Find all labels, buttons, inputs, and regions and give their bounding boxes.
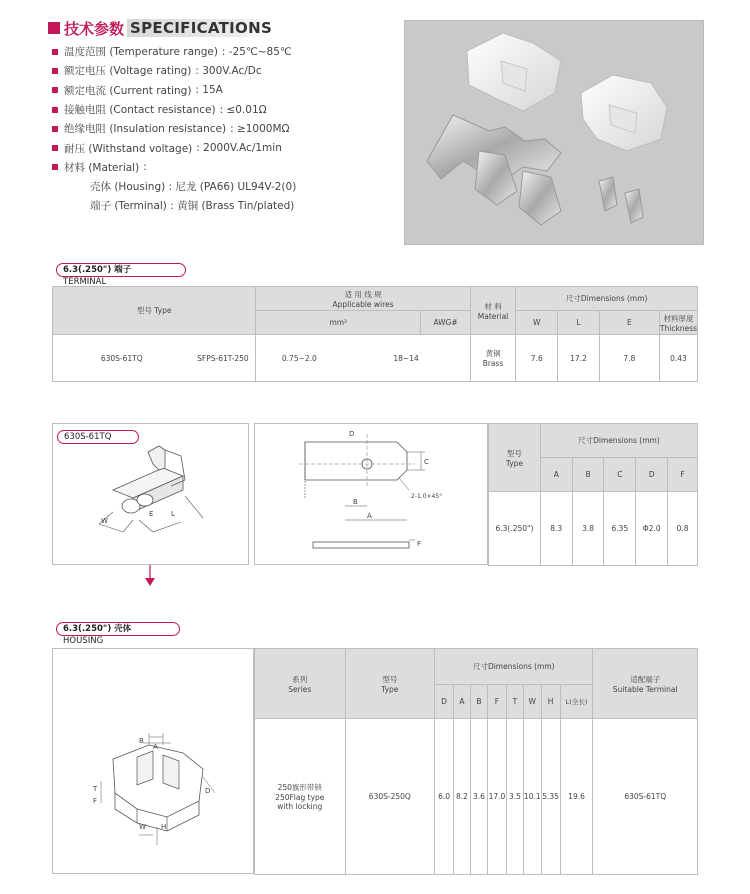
table-row: 630S-61TQ SFPS-61T-250 0.75~2.0 18~14 黄铜 Brass 7.6 17.2 7.8 0.43 xyxy=(53,335,698,382)
dim-label-e: E xyxy=(149,510,154,518)
dim-label-l: L xyxy=(171,510,175,518)
spec-title-en: SPECIFICATIONS xyxy=(127,19,271,37)
col-mm2: mm² xyxy=(256,311,421,335)
tab-drawing-frame xyxy=(254,423,488,565)
bullet-icon xyxy=(52,87,58,93)
col-series: 系列 Series xyxy=(255,649,346,719)
dim-label-h: H xyxy=(161,823,167,831)
terminal-spec-table xyxy=(52,286,698,382)
tab-section-pill: 630S-61TQ xyxy=(57,430,139,444)
tab-dimension-table: 型号 Type 尺寸Dimensions (mm) A B C D F 6.3(.250") 8.3 3.8 6.35 Φ2.0 0.8 xyxy=(488,423,698,566)
spec-material-terminal: 端子 (Terminal) : 黄铜 (Brass Tin/plated) xyxy=(90,200,295,213)
terminal-drawing-frame xyxy=(52,423,249,565)
col-type: 型号 Type xyxy=(53,287,256,335)
col-type: 型号 Type xyxy=(345,649,435,719)
spec-title-cn: 技术参数 xyxy=(64,19,125,38)
dim-label-w: W xyxy=(101,517,108,525)
col-awg: AWG# xyxy=(421,311,470,335)
col-e: E xyxy=(599,311,659,335)
bullet-icon xyxy=(52,107,58,113)
col-type: 型号 Type xyxy=(489,424,541,492)
spec-list xyxy=(52,42,392,215)
bullet-icon xyxy=(52,68,58,74)
dim-label-f: F xyxy=(417,540,422,548)
spec-row-material: 材料 (Material) : xyxy=(52,158,392,177)
table-row: 250旗形带锁 250Flag type with locking 630S-250Q 6.0 8.2 3.6 17.0 3.5 10.1 5.35 19.6 630S-61TQ xyxy=(255,719,698,875)
spec-heading xyxy=(48,18,271,38)
dim-label-w: W xyxy=(139,823,146,831)
housing-spec-table: 系列 Series 型号 Type 尺寸Dimensions (mm) 适配端子 Suitable Terminal D A B F T W H L(全长) 250旗形带锁 250Flag type with locking 630S-250Q 6.0 8.2 3.6 17.0 3.5 10.1 5.35 19.6 630S-61TQ xyxy=(254,648,698,875)
bullet-icon xyxy=(52,145,58,151)
spec-row-voltage: 额定电压 (Voltage rating) : 300V.Ac/Dc xyxy=(52,61,392,80)
bullet-icon xyxy=(52,164,58,170)
col-w: W xyxy=(516,311,558,335)
product-photo xyxy=(404,20,704,245)
housing-dimension-drawing xyxy=(53,649,253,873)
col-l: L xyxy=(558,311,600,335)
dim-label-b: B xyxy=(353,498,358,506)
heading-square-icon xyxy=(48,22,60,34)
table-row: 6.3(.250") 8.3 3.8 6.35 Φ2.0 0.8 xyxy=(489,492,698,566)
dim-label-c: C xyxy=(424,458,429,466)
col-dimensions: 尺寸Dimensions (mm) xyxy=(540,424,697,458)
dim-label-a: A xyxy=(153,743,158,751)
arrow-down-icon xyxy=(145,565,155,587)
terminal-isometric-drawing xyxy=(53,424,248,564)
col-suitable-terminal: 适配端子 Suitable Terminal xyxy=(593,649,698,719)
dim-label-d: D xyxy=(205,787,211,795)
housing-section-pill: 6.3(.250") 壳体 HOUSING xyxy=(56,622,180,636)
housing-drawing-frame xyxy=(52,648,254,874)
dim-label-d: D xyxy=(349,430,355,438)
spec-row-contact-resistance: 接触电阻 (Contact resistance) : ≤0.01Ω xyxy=(52,100,392,119)
col-thickness: 材料厚度 Thickness xyxy=(659,311,697,335)
col-dimensions: 尺寸Dimensions (mm) xyxy=(435,649,593,685)
spec-row-insulation: 绝缘电阻 (Insulation resistance) : ≥1000MΩ xyxy=(52,119,392,138)
spec-row-temperature: 温度范围 (Temperature range) : -25℃~85℃ xyxy=(52,42,392,61)
tab-dimension-drawing xyxy=(255,424,487,564)
spec-material-housing: 壳体 (Housing) : 尼龙 (PA66) UL94V-2(0) xyxy=(90,181,297,194)
dim-label-chamfer: 2-1.0×45° xyxy=(411,493,443,500)
dim-label-f: F xyxy=(93,797,98,805)
col-material: 材 料 Material xyxy=(470,287,516,335)
spec-row-current: 额定电流 (Current rating) : 15A xyxy=(52,81,392,100)
dim-label-a: A xyxy=(367,512,372,520)
col-applicable-wires: 适 用 线 规 Applicable wires xyxy=(256,287,470,311)
terminal-section-pill: 6.3(.250") 端子 TERMINAL xyxy=(56,263,186,277)
col-dimensions: 尺寸Dimensions (mm) xyxy=(516,287,698,311)
bullet-icon xyxy=(52,49,58,55)
bullet-icon xyxy=(52,126,58,132)
spec-row-withstand: 耐压 (Withstand voltage) : 2000V.Ac/1min xyxy=(52,138,392,157)
connector-photo-illustration xyxy=(405,21,704,245)
dim-label-t: T xyxy=(93,785,98,793)
dim-label-b: B xyxy=(139,737,144,745)
